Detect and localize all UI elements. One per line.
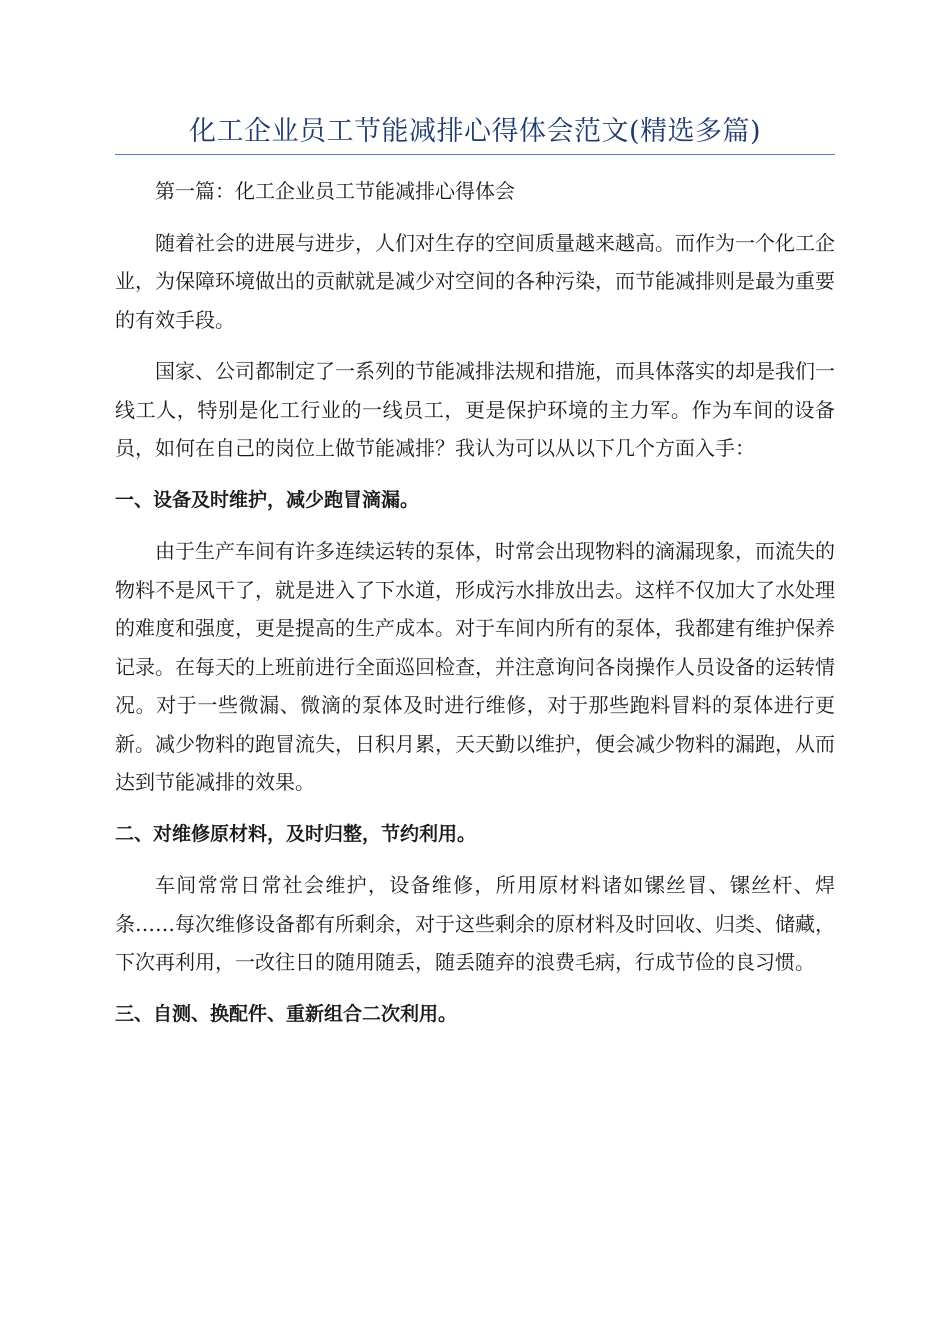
intro-paragraph-1: 随着社会的进展与进步，人们对生存的空间质量越来越高。而作为一个化工企业，为保障环境做出的贡献就是减少对空间的各种污染，而节能减排则是最为重要的有效手段。 bbox=[115, 230, 835, 332]
section-body-2: 车间常常日常社会维护，设备维修，所用原材料诸如镙丝冒、镙丝杆、焊条……每次维修设备都有所剩余，对于这些剩余的原材料及时回收、归类、储藏，下次再利用，一改往日的随用随丢，随丢随弃的浪费毛病，行成节俭的良习惯。 bbox=[115, 873, 835, 974]
document-title: 化工企业员工节能减排心得体会范文(精选多篇) bbox=[188, 116, 762, 147]
section-body-1: 由于生产车间有许多连续运转的泵体，时常会出现物料的滴漏现象，而流失的物料不是风干了，就是进入了下水道，形成污水排放出去。这样不仅加大了水处理的难度和强度，更是提高的生产成本。对于车间内所有的泵体，我都建有维护保养记录。在每天的上班前进行全面巡回检查，并注意询问各岗操作人员设备的运转情况。对于一些微漏、微滴的泵体及时进行维修，对于那些跑料冒料的泵体进行更新。减少物料的跑冒流失，日积月累，天天勤以维护，便会减少物料的漏跑，从而达到节能减排的效果。 bbox=[115, 539, 835, 794]
section-heading-3: 三、自测、换配件、重新组合二次利用。 bbox=[115, 1002, 458, 1025]
title-underline bbox=[115, 154, 835, 155]
intro-paragraph-2: 国家、公司都制定了一系列的节能减排法规和措施，而具体落实的却是我们一线工人，特别是化工行业的一线员工，更是保护环境的主力军。作为车间的设备员，如何在自己的岗位上做节能减排？我认为可以从以下几个方面入手： bbox=[115, 359, 835, 460]
section-heading-1: 一、设备及时维护，减少跑冒滴漏。 bbox=[115, 488, 420, 511]
article-subtitle: 第一篇：化工企业员工节能减排心得体会 bbox=[155, 179, 515, 203]
section-heading-2: 二、对维修原材料，及时归整，节约利用。 bbox=[115, 822, 477, 845]
document-body bbox=[115, 172, 835, 1046]
